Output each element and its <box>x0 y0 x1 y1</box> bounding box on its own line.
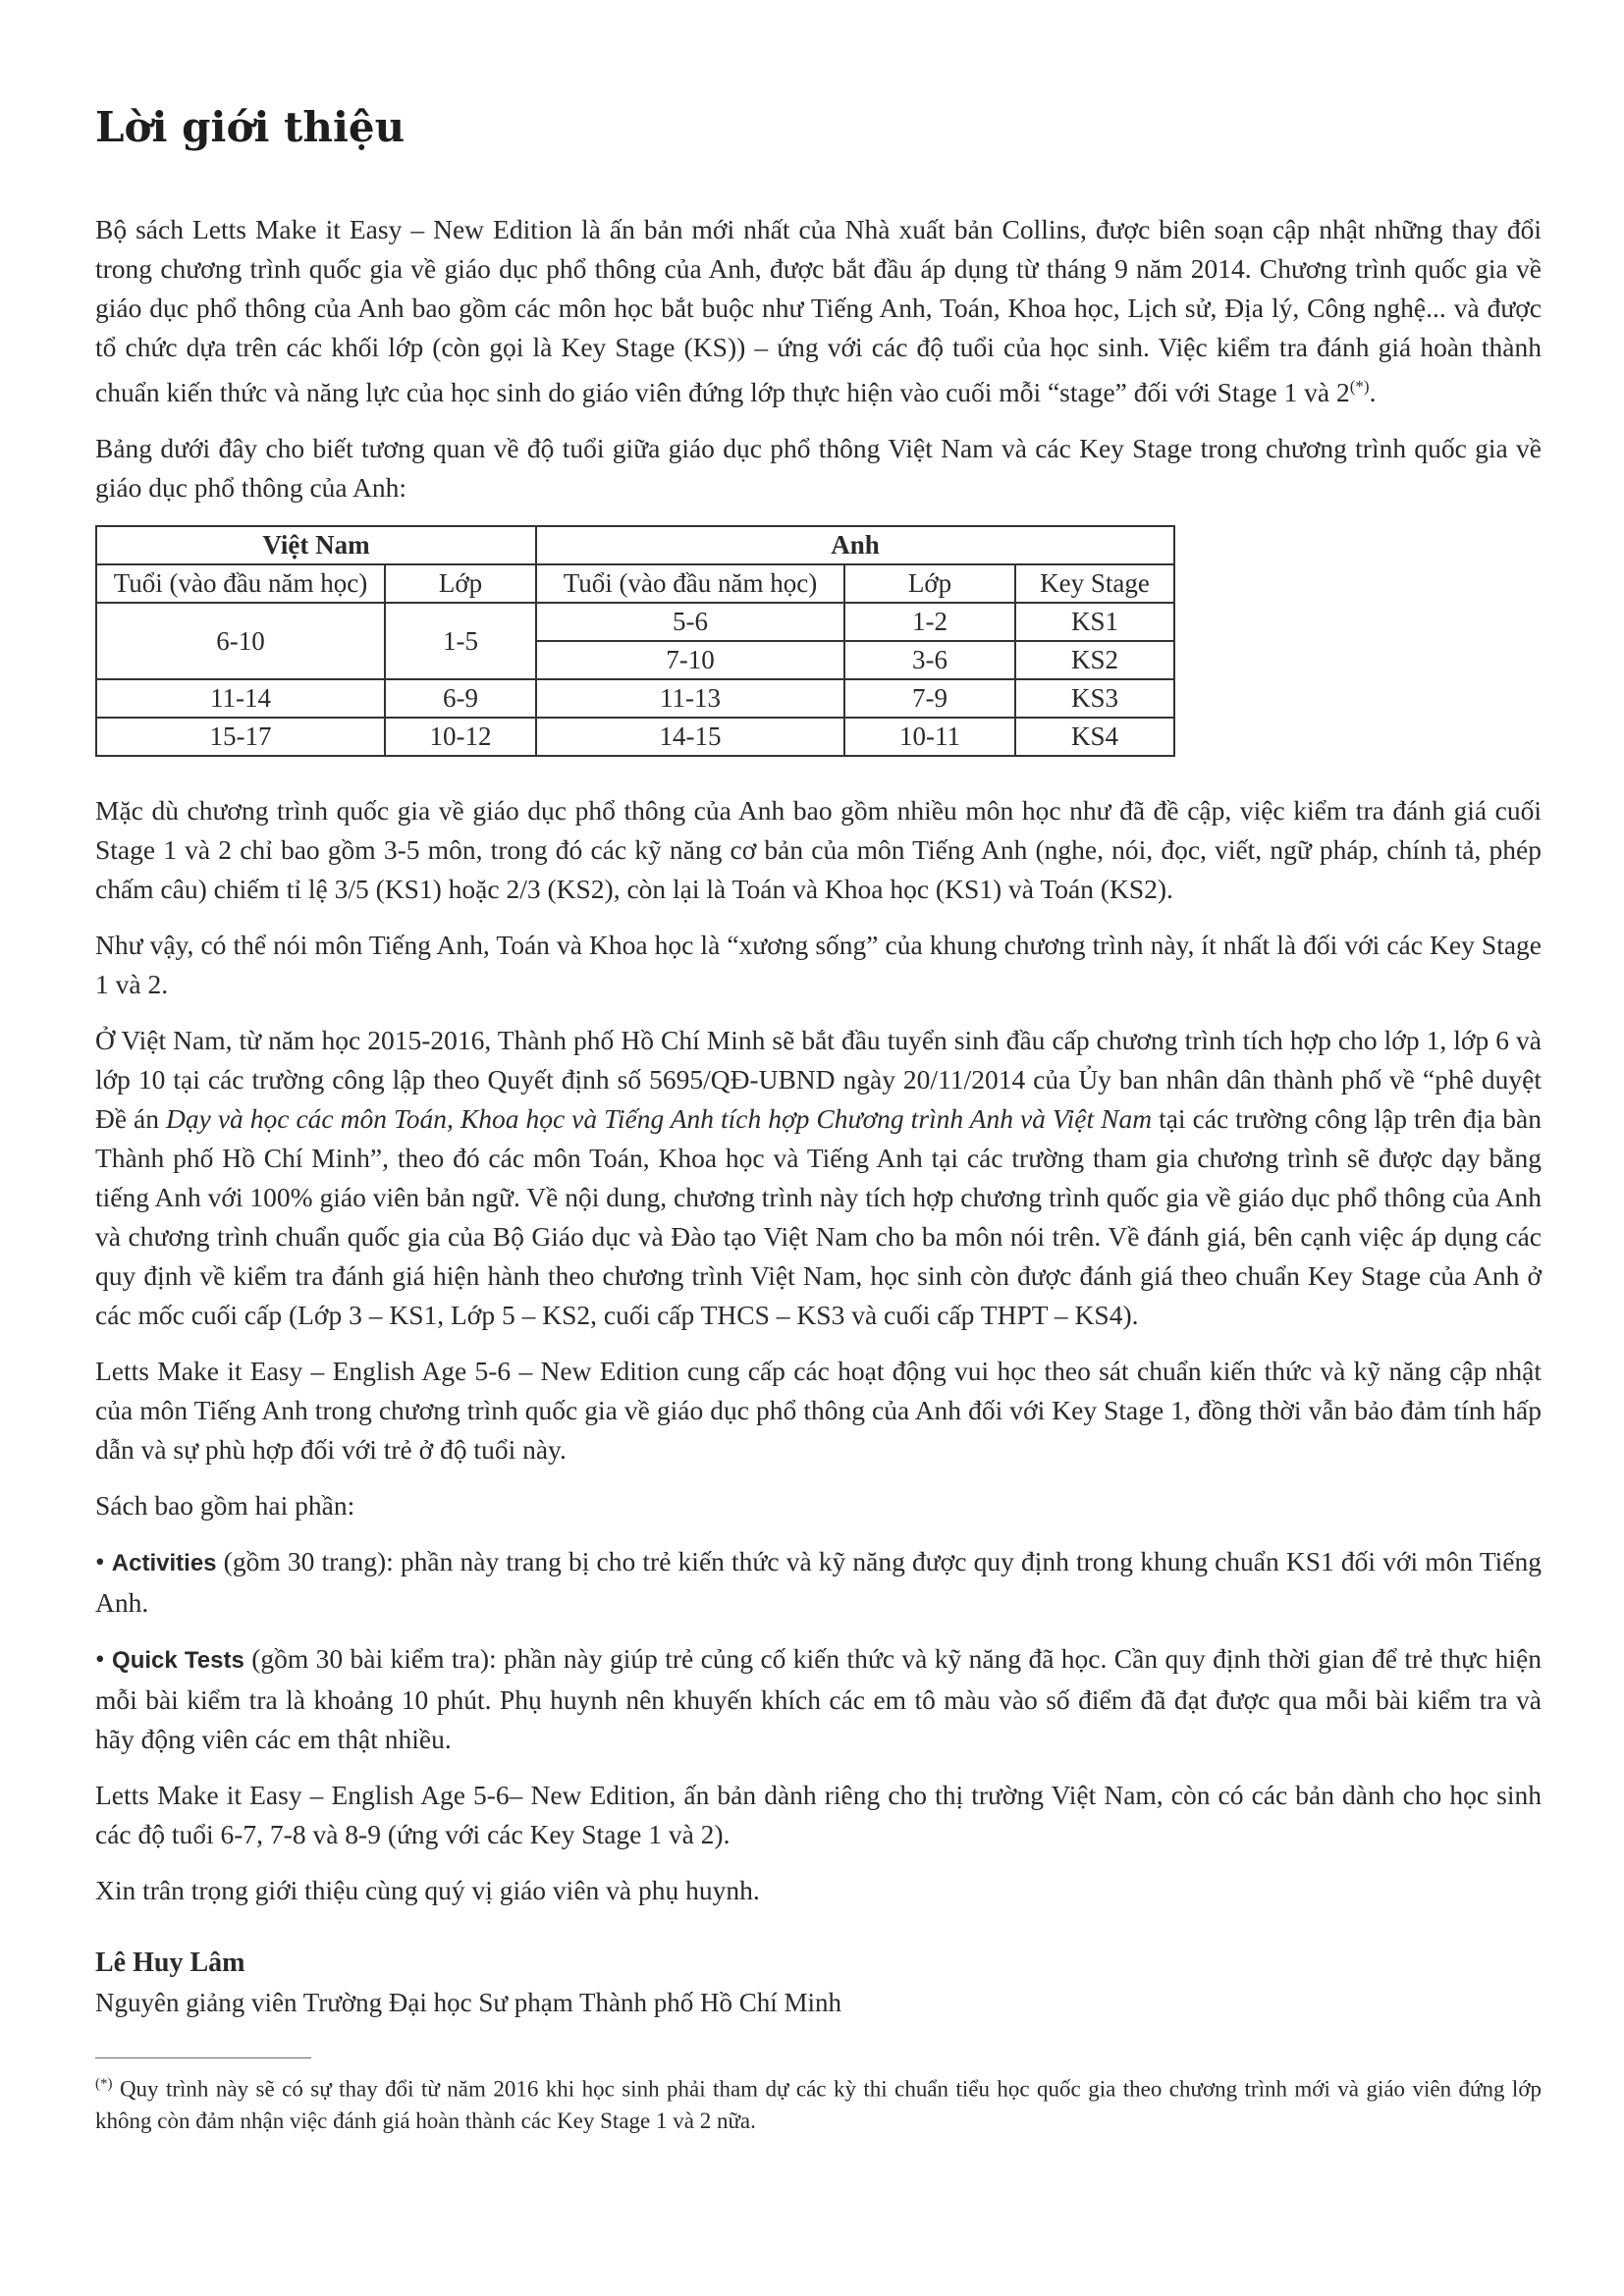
header-cell: Tuổi (vào đầu năm học) <box>536 564 844 603</box>
table-cell: KS2 <box>1015 641 1174 679</box>
page-title: Lời giới thiệu <box>95 103 406 151</box>
table-cell: 7-9 <box>844 679 1015 718</box>
table-cell: 11-14 <box>96 679 385 718</box>
age-comparison-table <box>95 525 1175 757</box>
bullet-text: (gồm 30 trang): phần này trang bị cho trẻ kiến thức và kỹ năng được quy định trong khung chuẩn KS1 đối với môn Tiếng Anh. <box>95 1546 1543 1619</box>
table-row <box>96 679 1174 718</box>
group-england: Anh <box>536 526 1174 564</box>
table-cell: 5-6 <box>536 603 844 641</box>
table-cell: 1-5 <box>385 603 536 679</box>
parts-intro: Sách bao gồm hai phần: <box>95 1490 355 1522</box>
table-cell: 10-12 <box>385 718 536 756</box>
table-cell: KS3 <box>1015 679 1174 718</box>
header-cell: Tuổi (vào đầu năm học) <box>96 564 385 603</box>
header-cell: Lớp <box>385 564 536 603</box>
bullet-icon: • <box>95 1643 105 1675</box>
bullet-icon: • <box>95 1546 105 1577</box>
vietnam-paragraph <box>95 1021 1542 1335</box>
project-title: Dạy và học các môn Toán, Khoa học và Tiếng Anh tích hợp Chương trình Anh và Việt Nam <box>166 1103 1153 1135</box>
table-header-row <box>96 564 1174 603</box>
group-vietnam: Việt Nam <box>96 526 536 564</box>
bullet-label: Quick Tests <box>112 1647 244 1675</box>
table-cell: KS1 <box>1015 603 1174 641</box>
table-cell: 6-10 <box>96 603 385 679</box>
table-cell: KS4 <box>1015 718 1174 756</box>
footnote-mark: (*) <box>95 2076 113 2093</box>
vietnam-text-a: Ở Việt Nam, từ năm học 2015-2016, Thành phố Hồ Chí Minh sẽ bắt đầu tuyển sinh đầu cấp chương trình tích hợp cho lớp 1, lớp 6 và lớp 10 tại các trường công lập theo Quyết định số 5695/QĐ-UBND ngày 20/11/2014 của Ủy ban nhân dân thành phố về “phê duyệt Đề án <box>95 1025 1542 1135</box>
bullet-label: Activities <box>111 1550 217 1577</box>
table-cell: 11-13 <box>536 679 844 718</box>
table-intro-paragraph: Bảng dưới đây cho biết tương quan về độ tuổi giữa giáo dục phổ thông Việt Nam và các Key Stage trong chương trình quốc gia về giáo dục phổ thông của Anh: <box>95 433 1542 504</box>
footnote-text: Quy trình này sẽ có sự thay đổi từ năm 2016 khi học sinh phải tham dự các kỳ thi chuẩn tiểu học quốc gia theo chương trình mới và giáo viên đứng lớp không còn đảm nhận việc đánh giá hoàn thành các Key Stage 1 và 2 nữa. <box>95 2076 1542 2133</box>
table-cell: 10-11 <box>844 718 1015 756</box>
bullet-activities <box>95 1542 1542 1623</box>
table-cell: 1-2 <box>844 603 1015 641</box>
vietnam-text-b: tại các trường công lập trên địa bàn Thành phố Hồ Chí Minh”, theo đó các môn Toán, Khoa học và Tiếng Anh tại các trường tham gia chương trình sẽ được dạy bằng tiếng Anh với 100% giáo viên bản ngữ. Về nội dung, chương trình này tích hợp chương trình quốc gia về giáo dục phổ thông của Anh và chương trình chuẩn quốc gia của Bộ Giáo dục và Đào tạo Việt Nam cho ba môn nói trên. Về đánh giá, bên cạnh việc áp dụng các quy định về kiểm tra đánh giá hiện hành theo chương trình Việt Nam, học sinh còn được đánh giá theo chuẩn Key Stage của Anh ở các mốc cuối cấp (Lớp 3 – KS1, Lớp 5 – KS2, cuối cấp THCS – KS3 và cuối cấp THPT – KS4). <box>95 1103 1542 1331</box>
editions-paragraph: Letts Make it Easy – English Age 5-6– New Edition, ấn bản dành riêng cho thị trường Việt Nam, còn có các bản dành cho học sinh các độ tuổi 6-7, 7-8 và 8-9 (ứng với các Key Stage 1 và 2). <box>95 1780 1542 1850</box>
header-cell: Lớp <box>844 564 1015 603</box>
table-group-header <box>96 526 1174 564</box>
signature <box>95 1944 1542 2022</box>
backbone-paragraph: Như vậy, có thể nói môn Tiếng Anh, Toán và Khoa học là “xương sống” của khung chương trình này, ít nhất là đối với các Key Stage 1 và 2. <box>95 930 1542 1000</box>
author-role: Nguyên giảng viên Trường Đại học Sư phạm Thành phố Hồ Chí Minh <box>95 1988 842 2018</box>
author-name: Lê Huy Lâm <box>95 1948 245 1979</box>
bullet-quick-tests <box>95 1639 1542 1759</box>
table-cell: 15-17 <box>96 718 385 756</box>
intro-end: . <box>1369 377 1377 408</box>
footnote-ref: (*) <box>1349 377 1370 396</box>
document-page <box>95 103 1542 2154</box>
intro-text: Bộ sách Letts Make it Easy – New Edition là ấn bản mới nhất của Nhà xuất bản Collins, được biên soạn cập nhật những thay đổi trong chương trình quốc gia về giáo dục phổ thông của Anh, được bắt đầu áp dụng từ tháng 9 năm 2014. Chương trình quốc gia về giáo dục phổ thông của Anh bao gồm các môn học bắt buộc như Tiếng Anh, Toán, Khoa học, Lịch sử, Địa lý, Công nghệ... và được tổ chức dựa trên các khối lớp (còn gọi là Key Stage (KS)) – ứng với các độ tuổi của học sinh. Việc kiểm tra đánh giá hoàn thành chuẩn kiến thức và năng lực của học sinh do giáo viên đứng lớp thực hiện vào cuối mỗi “stage” đối với Stage 1 và 2 <box>95 214 1542 408</box>
book-paragraph: Letts Make it Easy – English Age 5-6 – New Edition cung cấp các hoạt động vui học theo sát chuẩn kiến thức và kỹ năng cập nhật của môn Tiếng Anh trong chương trình quốc gia về giáo dục phổ thông của Anh đối với Key Stage 1, đồng thời vẫn bảo đảm tính hấp dẫn và sự phù hợp đối với trẻ ở độ tuổi này. <box>95 1356 1542 1466</box>
table-row <box>96 718 1174 756</box>
table-cell: 3-6 <box>844 641 1015 679</box>
intro-paragraph <box>95 210 1542 412</box>
table-cell: 14-15 <box>536 718 844 756</box>
subjects-paragraph: Mặc dù chương trình quốc gia về giáo dục phổ thông của Anh bao gồm nhiều môn học như đã đề cập, việc kiểm tra đánh giá cuối Stage 1 và 2 chỉ bao gồm 3-5 môn, trong đó các kỹ năng cơ bản của môn Tiếng Anh (nghe, nói, đọc, viết, ngữ pháp, chính tả, phép chấm câu) chiếm tỉ lệ 3/5 (KS1) hoặc 2/3 (KS2), còn lại là Toán và Khoa học (KS1) và Toán (KS2). <box>95 795 1542 905</box>
header-cell: Key Stage <box>1015 564 1174 603</box>
table-cell: 7-10 <box>536 641 844 679</box>
bullet-text: (gồm 30 bài kiểm tra): phần này giúp trẻ củng cố kiến thức và kỹ năng đã học. Cần quy định thời gian để trẻ thực hiện mỗi bài kiểm tra là khoảng 10 phút. Phụ huynh nên khuyến khích các em tô màu vào số điểm đã đạt được qua mỗi bài kiểm tra và hãy động viên các em thật nhiều. <box>95 1643 1542 1755</box>
table-row <box>96 603 1174 641</box>
footnote-divider <box>95 2057 311 2058</box>
table-cell: 6-9 <box>385 679 536 718</box>
closing-paragraph: Xin trân trọng giới thiệu cùng quý vị giáo viên và phụ huynh. <box>95 1875 760 1906</box>
footnote <box>95 2068 1542 2137</box>
